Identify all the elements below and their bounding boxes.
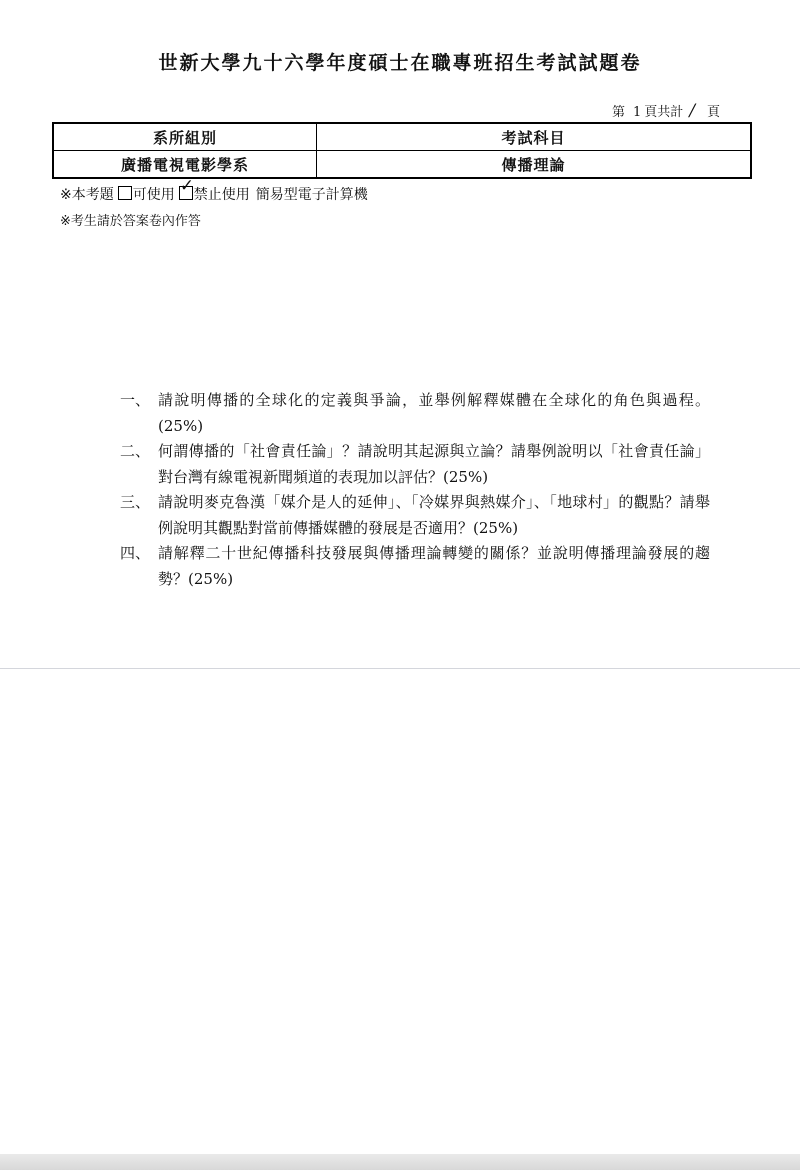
question-item (120, 439, 710, 490)
subject-value: 傳播理論 (317, 151, 752, 179)
table-row (53, 123, 751, 151)
dept-header: 系所組別 (53, 123, 317, 151)
page-info (612, 101, 720, 121)
page-total-handwritten: / (689, 101, 696, 121)
forbidden-label: 禁止使用 (193, 187, 250, 203)
page-suffix: 頁 (707, 105, 721, 120)
question-item (120, 541, 710, 592)
answer-note: ※考生請於答案卷內作答 (60, 214, 201, 229)
calculator-device: 簡易型電子計算機 (255, 187, 368, 203)
question-number: 三、 (120, 493, 151, 511)
page-prefix: 第 (612, 105, 626, 120)
question-number: 一、 (120, 391, 151, 409)
table-row (53, 151, 751, 179)
question-text: 請解釋二十世紀傳播科技發展與傳播理論轉變的關係？並說明傳播理論發展的趨勢？(25%) (158, 544, 710, 588)
allowed-label: 可使用 (132, 187, 175, 203)
scan-fold-line (0, 668, 800, 669)
scan-bottom-edge (0, 1154, 800, 1170)
subject-header: 考試科目 (317, 123, 752, 151)
question-text: 請說明傳播的全球化的定義與爭論，並舉例解釋媒體在全球化的角色與過程。(25%) (158, 391, 710, 435)
exam-info-table (52, 122, 752, 179)
check-mark-icon: ✓ (179, 176, 194, 196)
question-list (120, 388, 710, 592)
question-item (120, 388, 710, 439)
question-number: 四、 (120, 544, 151, 562)
question-text: 請說明麥克魯漢「媒介是人的延伸」、「冷媒界與熱媒介」、「地球村」的觀點？請舉例說明其觀點對當前傳播媒體的發展是否適用？(25%) (158, 493, 710, 537)
calculator-note-prefix: ※本考題 (60, 187, 114, 203)
dept-value: 廣播電視電影學系 (53, 151, 317, 179)
allowed-checkbox (118, 186, 132, 200)
calculator-note (60, 176, 368, 204)
question-item (120, 490, 710, 541)
forbidden-checkbox (179, 176, 194, 200)
exam-title: 世新大學九十六學年度碩士在職專班招生考試試題卷 (158, 52, 642, 74)
question-text: 何謂傳播的「社會責任論」？請說明其起源與立論？請舉例說明以「社會責任論」對台灣有線電視新聞頻道的表現加以評估？(25%) (158, 442, 710, 486)
page-middle: 頁共計 (644, 105, 684, 120)
page-number: 1 (633, 105, 642, 120)
question-number: 二、 (120, 442, 151, 460)
